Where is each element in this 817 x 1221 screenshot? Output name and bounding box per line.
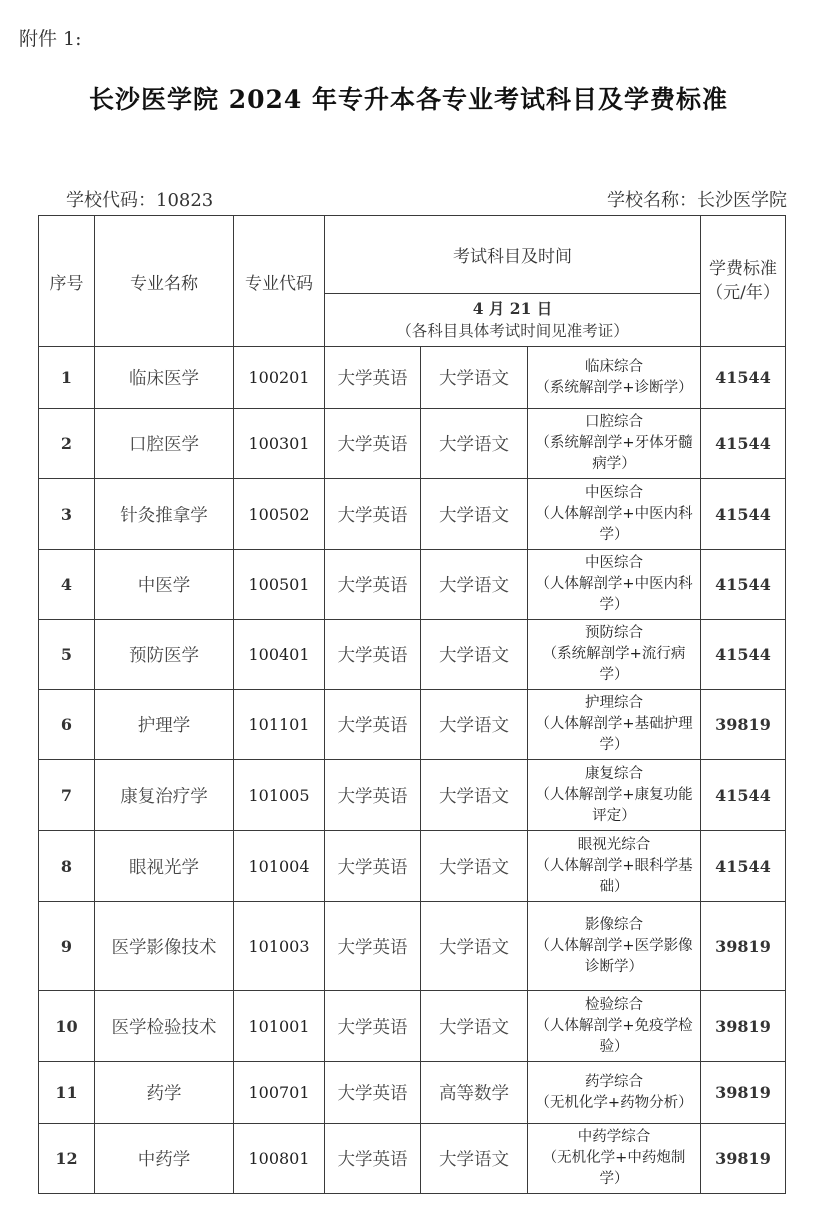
comprehensive-detail: （无机化学+药物分析） xyxy=(535,1094,693,1111)
subject-2: 大学语文 xyxy=(421,550,528,620)
comprehensive-title: 眼视光综合 xyxy=(577,836,651,853)
comprehensive-subject xyxy=(528,831,701,902)
school-code: 学校代码：10823 xyxy=(66,190,214,211)
table-row xyxy=(39,690,786,760)
comprehensive-title: 中药学综合 xyxy=(577,1129,651,1145)
major-code: 101001 xyxy=(234,991,325,1062)
comprehensive-title: 影像综合 xyxy=(585,916,643,933)
major-code: 100701 xyxy=(234,1062,325,1124)
major-name: 医学影像技术 xyxy=(95,902,234,991)
comprehensive-detail: （人体解剖学+康复功能评定） xyxy=(535,786,693,824)
comprehensive-detail: （人体解剖学+基础护理学） xyxy=(535,716,693,753)
major-code: 100801 xyxy=(234,1124,325,1194)
table-row xyxy=(39,902,786,991)
major-name: 针灸推拿学 xyxy=(95,479,234,550)
subject-1: 大学英语 xyxy=(325,409,421,479)
comprehensive-subject xyxy=(528,550,701,620)
major-name: 医学检验技术 xyxy=(95,991,234,1062)
table-row xyxy=(39,550,786,620)
tuition-fee: 41544 xyxy=(701,760,786,831)
subject-2: 大学语文 xyxy=(421,690,528,760)
subject-2: 大学语文 xyxy=(421,902,528,991)
subject-1: 大学英语 xyxy=(325,831,421,902)
subject-2: 大学语文 xyxy=(421,620,528,690)
table-row xyxy=(39,1062,786,1124)
comprehensive-title: 检验综合 xyxy=(585,996,643,1013)
tuition-fee: 39819 xyxy=(701,902,786,991)
row-no: 8 xyxy=(39,831,95,902)
tuition-fee: 39819 xyxy=(701,690,786,760)
tuition-fee: 39819 xyxy=(701,1124,786,1194)
table-row xyxy=(39,1124,786,1194)
row-no: 7 xyxy=(39,760,95,831)
comprehensive-subject xyxy=(528,409,701,479)
major-code: 101101 xyxy=(234,690,325,760)
major-name: 护理学 xyxy=(95,690,234,760)
comprehensive-detail: （系统解剖学+流行病学） xyxy=(542,646,686,683)
row-no: 4 xyxy=(39,550,95,620)
major-code: 100501 xyxy=(234,550,325,620)
header-exam-date xyxy=(325,294,701,347)
tuition-fee: 41544 xyxy=(701,409,786,479)
comprehensive-subject xyxy=(528,902,701,991)
tuition-fee: 41544 xyxy=(701,347,786,409)
header-major-name: 专业名称 xyxy=(95,216,234,347)
subject-1: 大学英语 xyxy=(325,760,421,831)
subject-2: 高等数学 xyxy=(421,1062,528,1124)
subject-2: 大学语文 xyxy=(421,347,528,409)
comprehensive-detail: （无机化学+中药炮制学） xyxy=(542,1150,686,1187)
comprehensive-subject xyxy=(528,620,701,690)
row-no: 2 xyxy=(39,409,95,479)
table-row xyxy=(39,831,786,902)
comprehensive-detail: （人体解剖学+中医内科学） xyxy=(535,505,693,543)
row-no: 9 xyxy=(39,902,95,991)
subject-2: 大学语文 xyxy=(421,479,528,550)
major-code: 100502 xyxy=(234,479,325,550)
table-row xyxy=(39,991,786,1062)
row-no: 10 xyxy=(39,991,95,1062)
header-no: 序号 xyxy=(39,216,95,347)
document-title: 长沙医学院 2024 年专升本各专业考试科目及学费标准 xyxy=(89,85,728,114)
major-code: 100401 xyxy=(234,620,325,690)
row-no: 1 xyxy=(39,347,95,409)
comprehensive-subject xyxy=(528,479,701,550)
comprehensive-detail: （系统解剖学+诊断学） xyxy=(535,379,693,396)
table-row xyxy=(39,347,786,409)
major-code: 101004 xyxy=(234,831,325,902)
comprehensive-subject xyxy=(528,347,701,409)
comprehensive-detail: （人体解剖学+免疫学检验） xyxy=(535,1017,693,1055)
subject-1: 大学英语 xyxy=(325,1062,421,1124)
comprehensive-subject xyxy=(528,1124,701,1194)
comprehensive-detail: （系统解剖学+牙体牙髓病学） xyxy=(535,435,693,472)
row-no: 11 xyxy=(39,1062,95,1124)
major-name: 中医学 xyxy=(95,550,234,620)
table-row xyxy=(39,409,786,479)
subject-2: 大学语文 xyxy=(421,991,528,1062)
header-major-code: 专业代码 xyxy=(234,216,325,347)
subject-1: 大学英语 xyxy=(325,620,421,690)
major-code: 100201 xyxy=(234,347,325,409)
subject-1: 大学英语 xyxy=(325,690,421,760)
exam-date: 4 月 21 日 xyxy=(472,299,553,318)
header-fee-unit: （元/年） xyxy=(706,283,780,303)
header-fee xyxy=(701,216,786,347)
major-code: 101005 xyxy=(234,760,325,831)
comprehensive-detail: （人体解剖学+医学影像诊断学） xyxy=(535,937,693,975)
comprehensive-title: 康复综合 xyxy=(585,765,643,782)
row-no: 3 xyxy=(39,479,95,550)
comprehensive-title: 护理综合 xyxy=(585,695,643,711)
row-no: 5 xyxy=(39,620,95,690)
table-row xyxy=(39,620,786,690)
tuition-fee: 41544 xyxy=(701,550,786,620)
tuition-fee: 39819 xyxy=(701,991,786,1062)
comprehensive-title: 预防综合 xyxy=(585,625,643,641)
comprehensive-title: 药学综合 xyxy=(585,1073,643,1090)
row-no: 12 xyxy=(39,1124,95,1194)
school-name: 学校名称：长沙医学院 xyxy=(607,190,787,211)
subject-1: 大学英语 xyxy=(325,991,421,1062)
major-name: 康复治疗学 xyxy=(95,760,234,831)
major-name: 中药学 xyxy=(95,1124,234,1194)
comprehensive-detail: （人体解剖学+眼科学基础） xyxy=(535,857,693,895)
tuition-fee: 41544 xyxy=(701,479,786,550)
major-code: 100301 xyxy=(234,409,325,479)
exam-note: （各科目具体考试时间见准考证） xyxy=(396,322,629,340)
major-name: 口腔医学 xyxy=(95,409,234,479)
subject-1: 大学英语 xyxy=(325,1124,421,1194)
tuition-fee: 41544 xyxy=(701,831,786,902)
comprehensive-subject xyxy=(528,760,701,831)
subject-2: 大学语文 xyxy=(421,409,528,479)
header-fee-label: 学费标准 xyxy=(709,259,777,279)
subject-1: 大学英语 xyxy=(325,479,421,550)
subject-2: 大学语文 xyxy=(421,1124,528,1194)
exam-fee-table xyxy=(38,215,786,1194)
comprehensive-subject xyxy=(528,991,701,1062)
comprehensive-detail: （人体解剖学+中医内科学） xyxy=(535,576,693,613)
comprehensive-subject xyxy=(528,1062,701,1124)
major-code: 101003 xyxy=(234,902,325,991)
comprehensive-subject xyxy=(528,690,701,760)
row-no: 6 xyxy=(39,690,95,760)
tuition-fee: 39819 xyxy=(701,1062,786,1124)
subject-1: 大学英语 xyxy=(325,347,421,409)
major-name: 眼视光学 xyxy=(95,831,234,902)
comprehensive-title: 口腔综合 xyxy=(585,414,643,430)
tuition-fee: 41544 xyxy=(701,620,786,690)
major-name: 预防医学 xyxy=(95,620,234,690)
attachment-label: 附件 1: xyxy=(19,28,82,50)
subject-2: 大学语文 xyxy=(421,760,528,831)
major-name: 临床医学 xyxy=(95,347,234,409)
subject-2: 大学语文 xyxy=(421,831,528,902)
table-body xyxy=(39,347,786,1194)
comprehensive-title: 临床综合 xyxy=(585,358,643,375)
subject-1: 大学英语 xyxy=(325,902,421,991)
table-row xyxy=(39,479,786,550)
header-subjects: 考试科目及时间 xyxy=(325,216,701,294)
major-name: 药学 xyxy=(95,1062,234,1124)
subject-1: 大学英语 xyxy=(325,550,421,620)
comprehensive-title: 中医综合 xyxy=(585,484,643,501)
comprehensive-title: 中医综合 xyxy=(585,555,643,571)
table-row xyxy=(39,760,786,831)
